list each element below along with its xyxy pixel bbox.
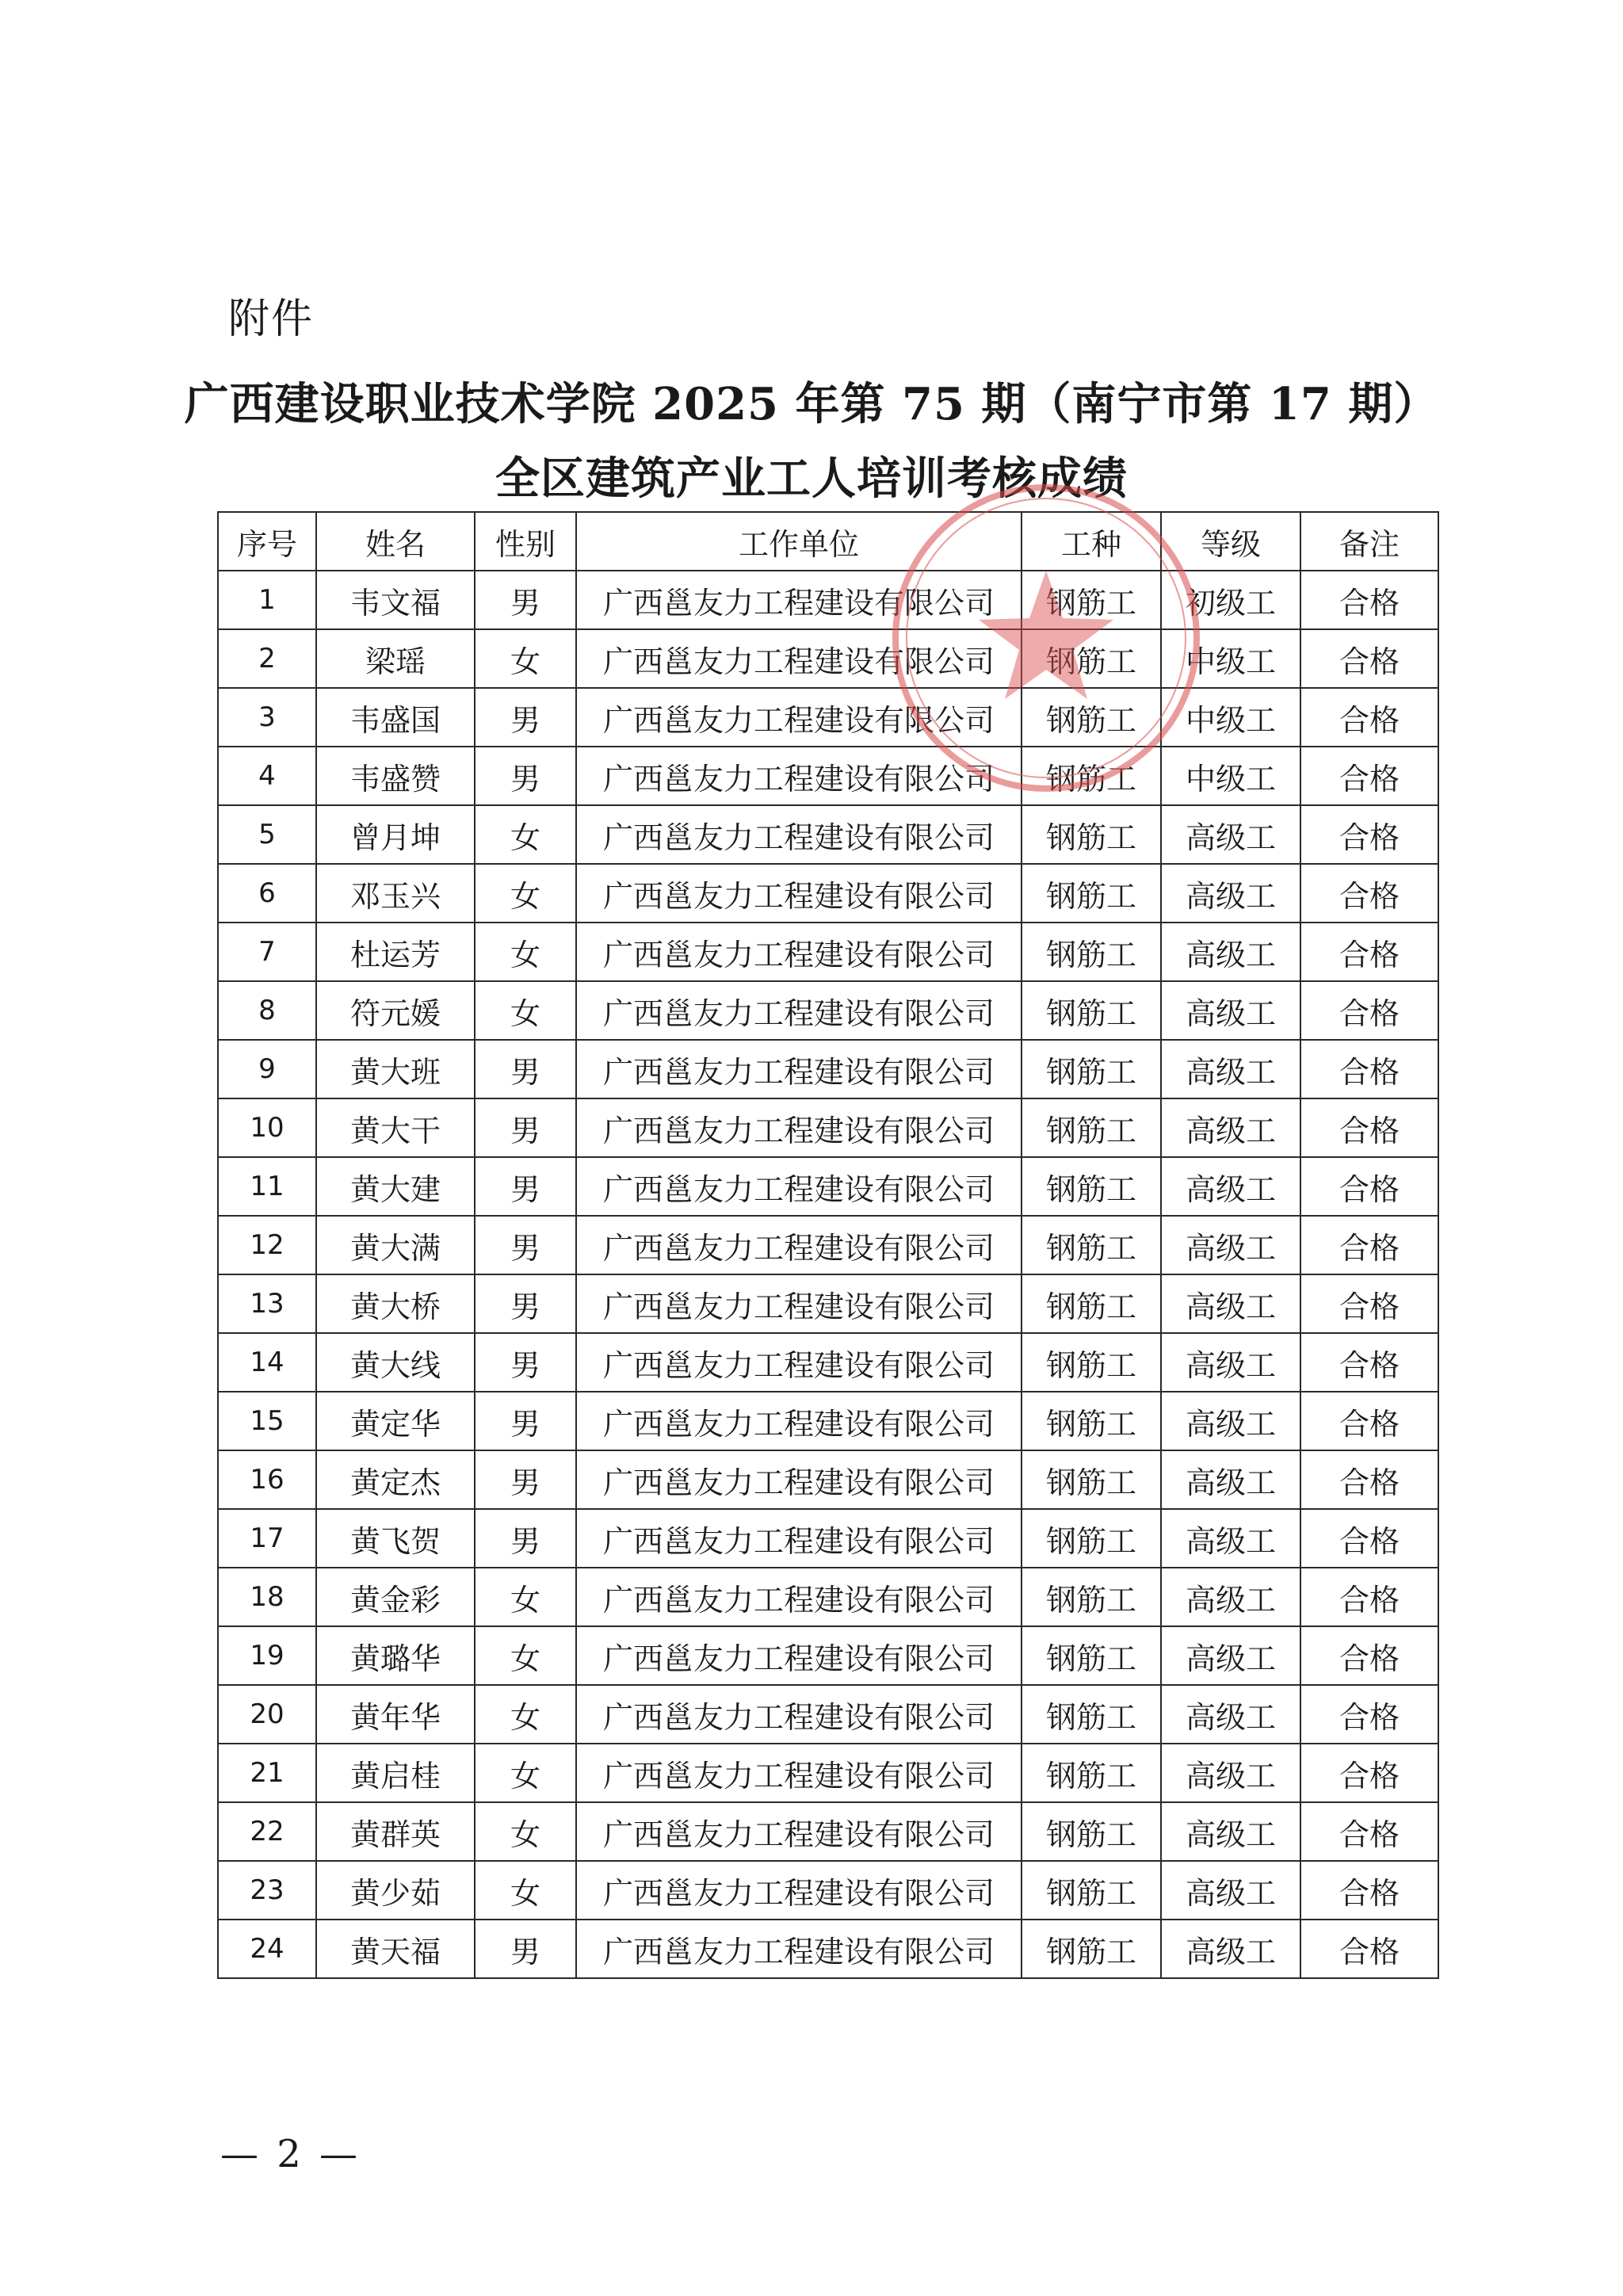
- cell-remark: 合格: [1300, 629, 1438, 688]
- cell-trade: 钢筋工: [1022, 688, 1161, 747]
- cell-no: 17: [218, 1509, 316, 1568]
- cell-level: 高级工: [1161, 981, 1300, 1040]
- cell-remark: 合格: [1300, 1920, 1438, 1978]
- cell-level: 高级工: [1161, 1333, 1300, 1392]
- cell-no: 14: [218, 1333, 316, 1392]
- cell-trade: 钢筋工: [1022, 1626, 1161, 1685]
- cell-level: 中级工: [1161, 747, 1300, 805]
- cell-no: 23: [218, 1861, 316, 1920]
- cell-no: 3: [218, 688, 316, 747]
- cell-no: 20: [218, 1685, 316, 1744]
- cell-remark: 合格: [1300, 864, 1438, 923]
- table-row: [218, 864, 1438, 923]
- cell-level: 中级工: [1161, 688, 1300, 747]
- cell-level: 初级工: [1161, 571, 1300, 629]
- table-row: [218, 629, 1438, 688]
- cell-name: 黄年华: [316, 1685, 475, 1744]
- cell-name: 黄大桥: [316, 1274, 475, 1333]
- cell-level: 高级工: [1161, 1450, 1300, 1509]
- cell-employer: 广西邕友力工程建设有限公司: [576, 1626, 1022, 1685]
- cell-gender: 男: [475, 1040, 576, 1098]
- cell-employer: 广西邕友力工程建设有限公司: [576, 688, 1022, 747]
- cell-employer: 广西邕友力工程建设有限公司: [576, 1744, 1022, 1802]
- cell-level: 高级工: [1161, 1861, 1300, 1920]
- table-row: [218, 1568, 1438, 1626]
- cell-name: 韦盛国: [316, 688, 475, 747]
- cell-remark: 合格: [1300, 688, 1438, 747]
- cell-trade: 钢筋工: [1022, 571, 1161, 629]
- cell-no: 9: [218, 1040, 316, 1098]
- cell-employer: 广西邕友力工程建设有限公司: [576, 1861, 1022, 1920]
- cell-no: 1: [218, 571, 316, 629]
- cell-level: 高级工: [1161, 1568, 1300, 1626]
- cell-remark: 合格: [1300, 1157, 1438, 1216]
- cell-no: 10: [218, 1098, 316, 1157]
- cell-no: 12: [218, 1216, 316, 1274]
- table-row: [218, 805, 1438, 864]
- cell-name: 黄大干: [316, 1098, 475, 1157]
- cell-name: 韦盛赞: [316, 747, 475, 805]
- cell-no: 11: [218, 1157, 316, 1216]
- cell-name: 杜运芳: [316, 923, 475, 981]
- cell-gender: 女: [475, 1568, 576, 1626]
- cell-employer: 广西邕友力工程建设有限公司: [576, 981, 1022, 1040]
- cell-remark: 合格: [1300, 747, 1438, 805]
- cell-remark: 合格: [1300, 1802, 1438, 1861]
- cell-gender: 男: [475, 1509, 576, 1568]
- cell-no: 6: [218, 864, 316, 923]
- cell-gender: 男: [475, 688, 576, 747]
- cell-name: 邓玉兴: [316, 864, 475, 923]
- cell-no: 2: [218, 629, 316, 688]
- cell-employer: 广西邕友力工程建设有限公司: [576, 1098, 1022, 1157]
- cell-level: 高级工: [1161, 1216, 1300, 1274]
- cell-name: 韦文福: [316, 571, 475, 629]
- cell-level: 高级工: [1161, 1098, 1300, 1157]
- cell-gender: 女: [475, 1744, 576, 1802]
- cell-employer: 广西邕友力工程建设有限公司: [576, 1157, 1022, 1216]
- cell-remark: 合格: [1300, 1861, 1438, 1920]
- cell-no: 18: [218, 1568, 316, 1626]
- table-header-row: [218, 512, 1438, 571]
- cell-trade: 钢筋工: [1022, 1685, 1161, 1744]
- cell-trade: 钢筋工: [1022, 1392, 1161, 1450]
- table-row: [218, 1920, 1438, 1978]
- cell-name: 黄少茹: [316, 1861, 475, 1920]
- table-row: [218, 1802, 1438, 1861]
- cell-no: 19: [218, 1626, 316, 1685]
- cell-level: 高级工: [1161, 805, 1300, 864]
- cell-level: 高级工: [1161, 1040, 1300, 1098]
- cell-no: 16: [218, 1450, 316, 1509]
- cell-trade: 钢筋工: [1022, 629, 1161, 688]
- cell-gender: 女: [475, 1626, 576, 1685]
- cell-employer: 广西邕友力工程建设有限公司: [576, 1920, 1022, 1978]
- cell-remark: 合格: [1300, 923, 1438, 981]
- cell-level: 高级工: [1161, 1157, 1300, 1216]
- cell-name: 黄大满: [316, 1216, 475, 1274]
- cell-remark: 合格: [1300, 1392, 1438, 1450]
- cell-level: 高级工: [1161, 1802, 1300, 1861]
- cell-level: 高级工: [1161, 1274, 1300, 1333]
- table-row: [218, 1509, 1438, 1568]
- table-row: [218, 688, 1438, 747]
- cell-level: 高级工: [1161, 1392, 1300, 1450]
- column-header-trade: 工种: [1022, 512, 1161, 571]
- column-header-level: 等级: [1161, 512, 1300, 571]
- cell-no: 15: [218, 1392, 316, 1450]
- cell-no: 24: [218, 1920, 316, 1978]
- cell-name: 黄天福: [316, 1920, 475, 1978]
- cell-employer: 广西邕友力工程建设有限公司: [576, 1040, 1022, 1098]
- table-row: [218, 923, 1438, 981]
- cell-remark: 合格: [1300, 1744, 1438, 1802]
- cell-gender: 男: [475, 1392, 576, 1450]
- results-table-container: [217, 511, 1438, 1979]
- cell-trade: 钢筋工: [1022, 747, 1161, 805]
- cell-level: 高级工: [1161, 1509, 1300, 1568]
- cell-trade: 钢筋工: [1022, 1216, 1161, 1274]
- cell-employer: 广西邕友力工程建设有限公司: [576, 1509, 1022, 1568]
- cell-remark: 合格: [1300, 1568, 1438, 1626]
- cell-level: 中级工: [1161, 629, 1300, 688]
- cell-remark: 合格: [1300, 1040, 1438, 1098]
- cell-gender: 男: [475, 747, 576, 805]
- cell-name: 符元媛: [316, 981, 475, 1040]
- cell-gender: 女: [475, 1802, 576, 1861]
- table-row: [218, 1450, 1438, 1509]
- cell-remark: 合格: [1300, 805, 1438, 864]
- cell-employer: 广西邕友力工程建设有限公司: [576, 1274, 1022, 1333]
- table-row: [218, 571, 1438, 629]
- cell-gender: 女: [475, 629, 576, 688]
- cell-remark: 合格: [1300, 1626, 1438, 1685]
- cell-remark: 合格: [1300, 1333, 1438, 1392]
- cell-no: 4: [218, 747, 316, 805]
- table-row: [218, 1744, 1438, 1802]
- cell-remark: 合格: [1300, 1098, 1438, 1157]
- cell-trade: 钢筋工: [1022, 1568, 1161, 1626]
- cell-level: 高级工: [1161, 1685, 1300, 1744]
- cell-level: 高级工: [1161, 864, 1300, 923]
- cell-gender: 女: [475, 981, 576, 1040]
- cell-gender: 女: [475, 1861, 576, 1920]
- table-row: [218, 1157, 1438, 1216]
- attachment-label: 附件: [228, 296, 315, 343]
- cell-remark: 合格: [1300, 1216, 1438, 1274]
- cell-name: 黄大线: [316, 1333, 475, 1392]
- cell-employer: 广西邕友力工程建设有限公司: [576, 1685, 1022, 1744]
- cell-remark: 合格: [1300, 1274, 1438, 1333]
- cell-name: 黄金彩: [316, 1568, 475, 1626]
- cell-remark: 合格: [1300, 571, 1438, 629]
- column-header-no: 序号: [218, 512, 316, 571]
- cell-name: 黄大班: [316, 1040, 475, 1098]
- cell-trade: 钢筋工: [1022, 1802, 1161, 1861]
- cell-gender: 女: [475, 1685, 576, 1744]
- table-row: [218, 1216, 1438, 1274]
- cell-gender: 女: [475, 805, 576, 864]
- cell-employer: 广西邕友力工程建设有限公司: [576, 805, 1022, 864]
- cell-trade: 钢筋工: [1022, 1920, 1161, 1978]
- cell-employer: 广西邕友力工程建设有限公司: [576, 571, 1022, 629]
- table-body: [218, 571, 1438, 1978]
- cell-name: 黄飞贺: [316, 1509, 475, 1568]
- cell-employer: 广西邕友力工程建设有限公司: [576, 1450, 1022, 1509]
- cell-employer: 广西邕友力工程建设有限公司: [576, 864, 1022, 923]
- cell-employer: 广西邕友力工程建设有限公司: [576, 1802, 1022, 1861]
- cell-no: 8: [218, 981, 316, 1040]
- cell-gender: 男: [475, 571, 576, 629]
- column-header-remark: 备注: [1300, 512, 1438, 571]
- cell-name: 黄定华: [316, 1392, 475, 1450]
- cell-employer: 广西邕友力工程建设有限公司: [576, 1216, 1022, 1274]
- cell-trade: 钢筋工: [1022, 1744, 1161, 1802]
- cell-level: 高级工: [1161, 1626, 1300, 1685]
- cell-no: 22: [218, 1802, 316, 1861]
- table-row: [218, 1626, 1438, 1685]
- column-header-employer: 工作单位: [576, 512, 1022, 571]
- table-row: [218, 1861, 1438, 1920]
- cell-gender: 男: [475, 1216, 576, 1274]
- cell-trade: 钢筋工: [1022, 1040, 1161, 1098]
- cell-gender: 女: [475, 923, 576, 981]
- cell-employer: 广西邕友力工程建设有限公司: [576, 1333, 1022, 1392]
- cell-remark: 合格: [1300, 1509, 1438, 1568]
- results-table: [217, 511, 1439, 1979]
- cell-trade: 钢筋工: [1022, 1509, 1161, 1568]
- cell-gender: 男: [475, 1333, 576, 1392]
- cell-trade: 钢筋工: [1022, 923, 1161, 981]
- cell-gender: 男: [475, 1098, 576, 1157]
- document-title-line-1: 广西建设职业技术学院 2025 年第 75 期（南宁市第 17 期）: [184, 378, 1439, 430]
- cell-trade: 钢筋工: [1022, 805, 1161, 864]
- cell-name: 黄启桂: [316, 1744, 475, 1802]
- cell-gender: 男: [475, 1450, 576, 1509]
- cell-no: 7: [218, 923, 316, 981]
- cell-level: 高级工: [1161, 1744, 1300, 1802]
- table-row: [218, 1392, 1438, 1450]
- cell-employer: 广西邕友力工程建设有限公司: [576, 629, 1022, 688]
- cell-no: 13: [218, 1274, 316, 1333]
- table-row: [218, 747, 1438, 805]
- cell-name: 黄群英: [316, 1802, 475, 1861]
- cell-name: 梁瑶: [316, 629, 475, 688]
- cell-employer: 广西邕友力工程建设有限公司: [576, 1392, 1022, 1450]
- table-row: [218, 1274, 1438, 1333]
- cell-name: 黄定杰: [316, 1450, 475, 1509]
- cell-name: 黄大建: [316, 1157, 475, 1216]
- cell-level: 高级工: [1161, 1920, 1300, 1978]
- cell-name: 曾月坤: [316, 805, 475, 864]
- cell-trade: 钢筋工: [1022, 864, 1161, 923]
- cell-no: 5: [218, 805, 316, 864]
- document-title-line-2: 全区建筑产业工人培训考核成绩: [495, 453, 1128, 505]
- table-row: [218, 1040, 1438, 1098]
- cell-no: 21: [218, 1744, 316, 1802]
- table-row: [218, 981, 1438, 1040]
- cell-trade: 钢筋工: [1022, 1157, 1161, 1216]
- cell-gender: 男: [475, 1157, 576, 1216]
- cell-gender: 男: [475, 1274, 576, 1333]
- cell-trade: 钢筋工: [1022, 1450, 1161, 1509]
- table-row: [218, 1685, 1438, 1744]
- table-row: [218, 1333, 1438, 1392]
- cell-trade: 钢筋工: [1022, 1098, 1161, 1157]
- cell-remark: 合格: [1300, 1685, 1438, 1744]
- column-header-name: 姓名: [316, 512, 475, 571]
- cell-employer: 广西邕友力工程建设有限公司: [576, 747, 1022, 805]
- cell-remark: 合格: [1300, 981, 1438, 1040]
- column-header-gender: 性别: [475, 512, 576, 571]
- cell-remark: 合格: [1300, 1450, 1438, 1509]
- cell-trade: 钢筋工: [1022, 1274, 1161, 1333]
- cell-employer: 广西邕友力工程建设有限公司: [576, 923, 1022, 981]
- cell-gender: 女: [475, 864, 576, 923]
- cell-gender: 男: [475, 1920, 576, 1978]
- cell-trade: 钢筋工: [1022, 981, 1161, 1040]
- cell-trade: 钢筋工: [1022, 1861, 1161, 1920]
- table-row: [218, 1098, 1438, 1157]
- page-number: — 2 —: [220, 2132, 361, 2176]
- cell-trade: 钢筋工: [1022, 1333, 1161, 1392]
- cell-employer: 广西邕友力工程建设有限公司: [576, 1568, 1022, 1626]
- cell-name: 黄璐华: [316, 1626, 475, 1685]
- cell-level: 高级工: [1161, 923, 1300, 981]
